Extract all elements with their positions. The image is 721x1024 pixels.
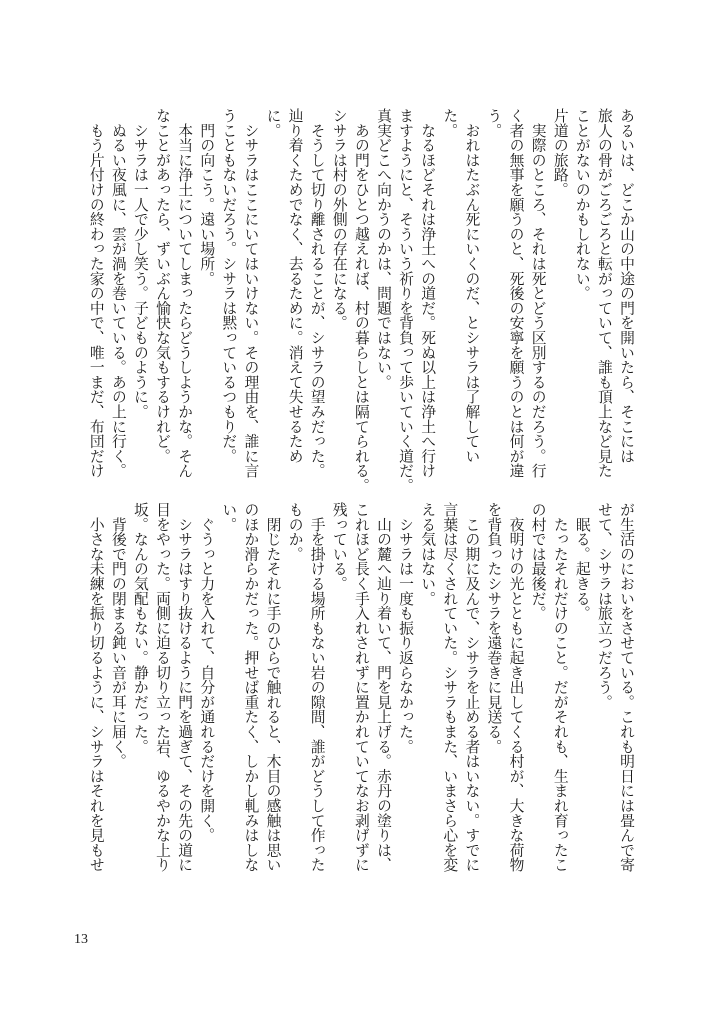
text-line: ものか。 (286, 502, 304, 562)
text-line: シサラは一度も振り返らなかった。 (397, 502, 415, 754)
text-line: が生活のにおいをさせている。これも明日には畳んで寄 (618, 502, 635, 872)
text-line: たったそれだけのこと。だがそれも、生まれ育ったこ (551, 502, 569, 872)
text-line: せて、シサラは旅立つだろう。 (595, 502, 613, 710)
text-line: ぐうっと力を入れて、自分が通れるだけを開く。 (198, 502, 216, 843)
text-line: く者の無事を願うのと、死後の安寧を願うのとは何が違 (507, 108, 525, 478)
text-line: なるほどそれは浄土への道だ。死ぬ以上は浄土へ行け (419, 108, 437, 478)
text-line: 手を掛ける場所もない岩の隙間、誰がどうして作った (308, 502, 326, 872)
text-line: もう片付けの終わった家の中で、唯一まだ、布団だけ (87, 108, 105, 478)
text-line: の村では最後だ。 (529, 502, 547, 621)
text-line: に。 (264, 108, 282, 138)
text-line: い。 (220, 502, 238, 532)
text-line: 門の向こう。遠い場所。 (198, 108, 216, 286)
text-line: 辿り着くためでなく、去るために。消えて失せるため (286, 108, 304, 464)
text-line: この期に及んで、シサラを止める者はいない。すでに (463, 502, 481, 872)
text-line: 小さな未練を振り切るように、シサラはそれを見もせ (87, 502, 105, 872)
text-line: を背負ったシサラを遠巻きに見送る。 (485, 502, 503, 754)
text-line: 残っている。 (330, 502, 348, 591)
text-line: た。 (441, 108, 459, 138)
text-block-upper (85, 108, 637, 493)
text-line: 夜明けの光とともに起き出してくる村が、大きな荷物 (507, 502, 525, 872)
text-line: 本当に浄土についてしまったらどうしようかな。そん (176, 108, 194, 478)
text-line: なことがあったら、ずいぶん愉快な気もするけれど。 (154, 108, 172, 464)
text-line: シサラは村の外側の存在になる。 (330, 108, 348, 330)
text-line: 閉じたそれに手のひらで触れると、木目の感触は思い (264, 502, 282, 872)
page-number: 13 (74, 932, 88, 947)
text-line: 山の麓へ辿り着いて、門を見上げる。赤丹の塗りは、 (374, 502, 392, 872)
text-line: シサラは一人で少し笑う。子どものように。 (131, 108, 149, 419)
text-line: 旅人の骨がごろごろと転がっていて、誰も頂上など見た (595, 108, 613, 478)
text-line: これほど長く手入れされずに置かれていてなお剥げずに (352, 502, 370, 872)
text-line: ますようにと、そういう祈りを背負って歩いていく道だ。 (397, 108, 415, 493)
text-line: う。 (485, 108, 503, 138)
text-line: のほか滑らかだった。押せば重たく、しかし軋みはしな (242, 502, 260, 872)
text-line: ぬるい夜風に、雲が渦を巻いている。あの上に行く。 (109, 108, 127, 478)
text-line: あるいは、どこか山の中途の門を開いたら、そこには (618, 108, 635, 464)
text-line: そうして切り離されることが、シサラの望みだった。 (308, 108, 326, 478)
text-block-lower (85, 502, 637, 872)
text-line: 言葉は尽くされていた。シサラもまた、いまさら心を変 (441, 502, 459, 872)
text-line: ことがないのかもしれない。 (573, 108, 591, 301)
text-line: うこともないだろう。シサラは黙っているつもりだ。 (220, 108, 238, 464)
text-line: 坂。なんの気配もない。静かだった。 (131, 502, 149, 754)
text-line: シサラはここにいてはいけない。その理由を、誰に言 (242, 108, 260, 478)
text-line: シサラはすり抜けるように門を過ぎて、その先の道に (176, 502, 194, 872)
text-line: あの門をひとつ越えれば、村の暮らしとは隔てられる。 (352, 108, 370, 493)
text-line: 背後で門の閉まる鈍い音が耳に届く。 (109, 502, 127, 769)
text-line: 片道の旅路。 (551, 108, 569, 197)
text-line: おれはたぶん死にいくのだ、とシサラは了解してい (463, 108, 481, 464)
text-line: 眠る。起きる。 (573, 502, 591, 621)
text-line: 真実どこへ向かうのかは、問題ではない。 (374, 108, 392, 390)
text-line: 目をやった。両側に迫る切り立った岩、ゆるやかな上り (154, 502, 172, 872)
text-line: 実際のところ、それは死とどう区別するのだろう。行 (529, 108, 547, 478)
text-line: える気はない。 (419, 502, 437, 606)
